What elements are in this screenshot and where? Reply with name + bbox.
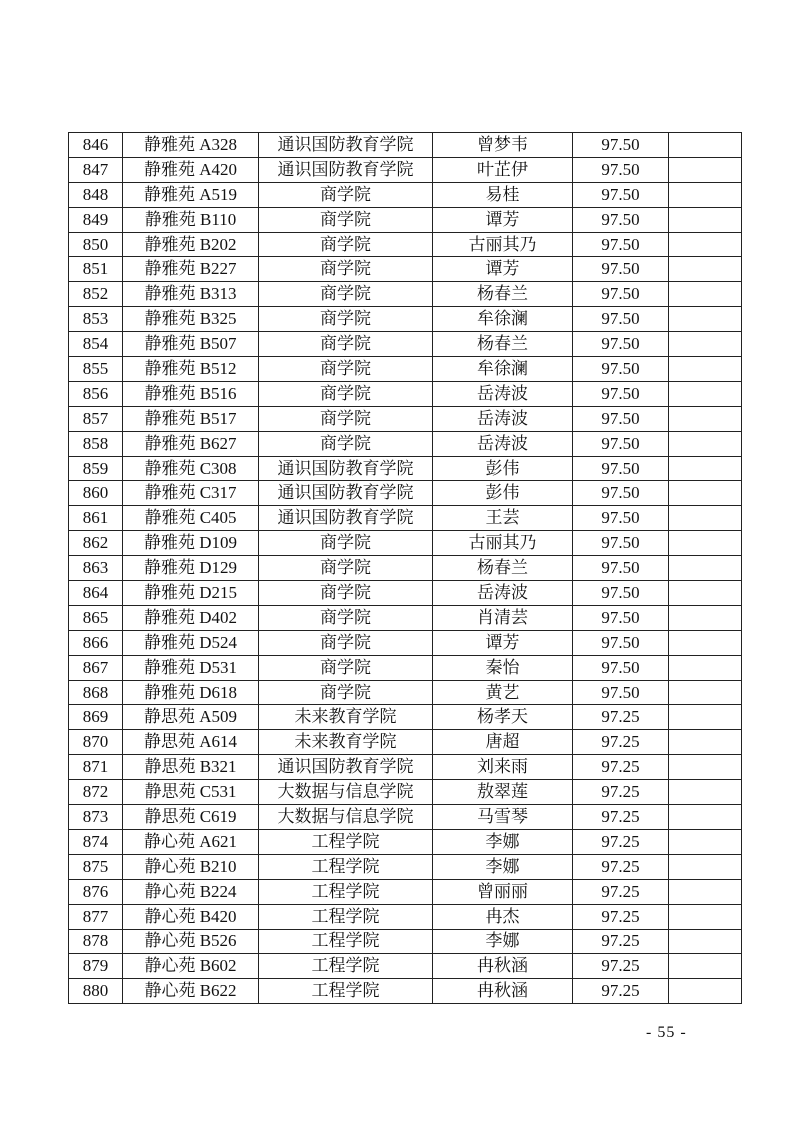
college-cell: 工程学院: [259, 829, 433, 854]
row-number-cell: 871: [69, 755, 123, 780]
row-number-cell: 877: [69, 904, 123, 929]
row-number-cell: 879: [69, 954, 123, 979]
college-cell: 商学院: [259, 680, 433, 705]
table-row: [69, 829, 742, 854]
college-cell: 商学院: [259, 655, 433, 680]
table-row: [69, 904, 742, 929]
college-cell: 未来教育学院: [259, 730, 433, 755]
student-name-cell: 杨春兰: [433, 332, 573, 357]
remarks-cell: [669, 357, 742, 382]
room-cell: 静雅苑 B627: [123, 431, 259, 456]
student-name-cell: 古丽其乃: [433, 232, 573, 257]
row-number-cell: 868: [69, 680, 123, 705]
table-row: [69, 481, 742, 506]
score-cell: 97.50: [573, 232, 669, 257]
score-cell: 97.25: [573, 805, 669, 830]
room-cell: 静雅苑 D129: [123, 556, 259, 581]
row-number-cell: 860: [69, 481, 123, 506]
student-name-cell: 古丽其乃: [433, 531, 573, 556]
score-cell: 97.25: [573, 979, 669, 1004]
score-cell: 97.50: [573, 456, 669, 481]
student-name-cell: 牟徐澜: [433, 307, 573, 332]
student-name-cell: 彭伟: [433, 481, 573, 506]
row-number-cell: 851: [69, 257, 123, 282]
remarks-cell: [669, 680, 742, 705]
remarks-cell: [669, 481, 742, 506]
row-number-cell: 878: [69, 929, 123, 954]
student-name-cell: 唐超: [433, 730, 573, 755]
remarks-cell: [669, 705, 742, 730]
row-number-cell: 872: [69, 780, 123, 805]
student-name-cell: 冉秋涵: [433, 954, 573, 979]
remarks-cell: [669, 605, 742, 630]
student-name-cell: 彭伟: [433, 456, 573, 481]
room-cell: 静雅苑 D402: [123, 605, 259, 630]
table-row: [69, 780, 742, 805]
college-cell: 商学院: [259, 307, 433, 332]
college-cell: 工程学院: [259, 929, 433, 954]
table-row: [69, 605, 742, 630]
row-number-cell: 846: [69, 133, 123, 158]
table-row: [69, 556, 742, 581]
student-name-cell: 叶芷伊: [433, 157, 573, 182]
remarks-cell: [669, 506, 742, 531]
score-cell: 97.50: [573, 630, 669, 655]
room-cell: 静雅苑 B516: [123, 381, 259, 406]
table-row: [69, 431, 742, 456]
room-cell: 静心苑 B420: [123, 904, 259, 929]
table-row: [69, 332, 742, 357]
row-number-cell: 857: [69, 406, 123, 431]
room-cell: 静思苑 B321: [123, 755, 259, 780]
table-row: [69, 755, 742, 780]
row-number-cell: 854: [69, 332, 123, 357]
room-cell: 静雅苑 C308: [123, 456, 259, 481]
student-name-cell: 李娜: [433, 829, 573, 854]
student-name-cell: 岳涛波: [433, 431, 573, 456]
score-cell: 97.50: [573, 133, 669, 158]
remarks-cell: [669, 232, 742, 257]
row-number-cell: 876: [69, 879, 123, 904]
room-cell: 静心苑 B224: [123, 879, 259, 904]
student-name-cell: 牟徐澜: [433, 357, 573, 382]
table-row: [69, 581, 742, 606]
score-cell: 97.50: [573, 556, 669, 581]
room-cell: 静雅苑 D618: [123, 680, 259, 705]
student-name-cell: 曾梦韦: [433, 133, 573, 158]
student-name-cell: 秦怡: [433, 655, 573, 680]
score-cell: 97.25: [573, 879, 669, 904]
dormitory-score-table: [68, 132, 742, 1004]
table-row: [69, 506, 742, 531]
remarks-cell: [669, 829, 742, 854]
college-cell: 通识国防教育学院: [259, 133, 433, 158]
table-row: [69, 954, 742, 979]
score-cell: 97.50: [573, 406, 669, 431]
student-name-cell: 谭芳: [433, 630, 573, 655]
score-cell: 97.50: [573, 332, 669, 357]
college-cell: 工程学院: [259, 879, 433, 904]
score-cell: 97.25: [573, 705, 669, 730]
student-name-cell: 谭芳: [433, 207, 573, 232]
student-name-cell: 杨孝天: [433, 705, 573, 730]
page-number: - 55 -: [646, 1024, 687, 1041]
remarks-cell: [669, 929, 742, 954]
score-cell: 97.50: [573, 431, 669, 456]
score-cell: 97.50: [573, 207, 669, 232]
remarks-cell: [669, 406, 742, 431]
row-number-cell: 861: [69, 506, 123, 531]
room-cell: 静雅苑 C405: [123, 506, 259, 531]
table-row: [69, 307, 742, 332]
score-cell: 97.50: [573, 605, 669, 630]
college-cell: 商学院: [259, 207, 433, 232]
room-cell: 静雅苑 B227: [123, 257, 259, 282]
room-cell: 静雅苑 D109: [123, 531, 259, 556]
college-cell: 工程学院: [259, 954, 433, 979]
row-number-cell: 856: [69, 381, 123, 406]
table-row: [69, 133, 742, 158]
student-name-cell: 杨春兰: [433, 556, 573, 581]
student-name-cell: 王芸: [433, 506, 573, 531]
remarks-cell: [669, 854, 742, 879]
college-cell: 商学院: [259, 257, 433, 282]
room-cell: 静雅苑 D215: [123, 581, 259, 606]
college-cell: 商学院: [259, 232, 433, 257]
remarks-cell: [669, 531, 742, 556]
score-cell: 97.25: [573, 755, 669, 780]
table-row: [69, 929, 742, 954]
remarks-cell: [669, 257, 742, 282]
college-cell: 未来教育学院: [259, 705, 433, 730]
college-cell: 工程学院: [259, 854, 433, 879]
score-cell: 97.50: [573, 157, 669, 182]
room-cell: 静雅苑 C317: [123, 481, 259, 506]
table-row: [69, 805, 742, 830]
score-cell: 97.50: [573, 357, 669, 382]
table-row: [69, 705, 742, 730]
table-row: [69, 730, 742, 755]
row-number-cell: 862: [69, 531, 123, 556]
room-cell: 静心苑 B526: [123, 929, 259, 954]
score-cell: 97.25: [573, 730, 669, 755]
college-cell: 商学院: [259, 282, 433, 307]
remarks-cell: [669, 581, 742, 606]
row-number-cell: 859: [69, 456, 123, 481]
row-number-cell: 867: [69, 655, 123, 680]
row-number-cell: 869: [69, 705, 123, 730]
college-cell: 商学院: [259, 581, 433, 606]
score-cell: 97.50: [573, 655, 669, 680]
room-cell: 静雅苑 B512: [123, 357, 259, 382]
student-name-cell: 易桂: [433, 182, 573, 207]
remarks-cell: [669, 332, 742, 357]
college-cell: 商学院: [259, 332, 433, 357]
score-cell: 97.25: [573, 904, 669, 929]
row-number-cell: 855: [69, 357, 123, 382]
score-cell: 97.50: [573, 481, 669, 506]
room-cell: 静雅苑 D531: [123, 655, 259, 680]
college-cell: 工程学院: [259, 979, 433, 1004]
student-name-cell: 刘来雨: [433, 755, 573, 780]
room-cell: 静心苑 B622: [123, 979, 259, 1004]
row-number-cell: 873: [69, 805, 123, 830]
room-cell: 静雅苑 B517: [123, 406, 259, 431]
room-cell: 静雅苑 B325: [123, 307, 259, 332]
student-name-cell: 岳涛波: [433, 381, 573, 406]
college-cell: 大数据与信息学院: [259, 805, 433, 830]
remarks-cell: [669, 879, 742, 904]
score-cell: 97.50: [573, 381, 669, 406]
remarks-cell: [669, 133, 742, 158]
row-number-cell: 874: [69, 829, 123, 854]
score-cell: 97.50: [573, 182, 669, 207]
student-name-cell: 肖清芸: [433, 605, 573, 630]
table-row: [69, 182, 742, 207]
remarks-cell: [669, 979, 742, 1004]
college-cell: 通识国防教育学院: [259, 481, 433, 506]
score-cell: 97.50: [573, 680, 669, 705]
score-cell: 97.50: [573, 506, 669, 531]
room-cell: 静雅苑 D524: [123, 630, 259, 655]
college-cell: 大数据与信息学院: [259, 780, 433, 805]
remarks-cell: [669, 755, 742, 780]
room-cell: 静雅苑 A420: [123, 157, 259, 182]
room-cell: 静雅苑 A328: [123, 133, 259, 158]
score-cell: 97.25: [573, 954, 669, 979]
room-cell: 静心苑 A621: [123, 829, 259, 854]
room-cell: 静思苑 A614: [123, 730, 259, 755]
row-number-cell: 880: [69, 979, 123, 1004]
score-cell: 97.50: [573, 531, 669, 556]
student-name-cell: 曾丽丽: [433, 879, 573, 904]
row-number-cell: 863: [69, 556, 123, 581]
remarks-cell: [669, 282, 742, 307]
remarks-cell: [669, 182, 742, 207]
college-cell: 工程学院: [259, 904, 433, 929]
room-cell: 静雅苑 B202: [123, 232, 259, 257]
remarks-cell: [669, 780, 742, 805]
remarks-cell: [669, 556, 742, 581]
table-row: [69, 207, 742, 232]
score-cell: 97.50: [573, 581, 669, 606]
student-name-cell: 冉杰: [433, 904, 573, 929]
room-cell: 静心苑 B210: [123, 854, 259, 879]
student-name-cell: 杨春兰: [433, 282, 573, 307]
table-row: [69, 879, 742, 904]
table-row: [69, 381, 742, 406]
row-number-cell: 850: [69, 232, 123, 257]
table-row: [69, 357, 742, 382]
score-cell: 97.50: [573, 307, 669, 332]
college-cell: 商学院: [259, 406, 433, 431]
remarks-cell: [669, 630, 742, 655]
row-number-cell: 870: [69, 730, 123, 755]
college-cell: 通识国防教育学院: [259, 456, 433, 481]
score-cell: 97.25: [573, 780, 669, 805]
remarks-cell: [669, 805, 742, 830]
row-number-cell: 849: [69, 207, 123, 232]
table-row: [69, 680, 742, 705]
score-cell: 97.50: [573, 282, 669, 307]
room-cell: 静雅苑 B507: [123, 332, 259, 357]
remarks-cell: [669, 431, 742, 456]
remarks-cell: [669, 157, 742, 182]
row-number-cell: 866: [69, 630, 123, 655]
score-cell: 97.25: [573, 829, 669, 854]
room-cell: 静雅苑 A519: [123, 182, 259, 207]
college-cell: 通识国防教育学院: [259, 506, 433, 531]
table-row: [69, 157, 742, 182]
room-cell: 静思苑 C619: [123, 805, 259, 830]
remarks-cell: [669, 655, 742, 680]
college-cell: 商学院: [259, 182, 433, 207]
college-cell: 通识国防教育学院: [259, 755, 433, 780]
score-cell: 97.25: [573, 854, 669, 879]
college-cell: 通识国防教育学院: [259, 157, 433, 182]
table-row: [69, 854, 742, 879]
student-name-cell: 敖翠莲: [433, 780, 573, 805]
table-row: [69, 406, 742, 431]
college-cell: 商学院: [259, 381, 433, 406]
score-cell: 97.25: [573, 929, 669, 954]
room-cell: 静雅苑 B110: [123, 207, 259, 232]
student-name-cell: 谭芳: [433, 257, 573, 282]
student-name-cell: 岳涛波: [433, 581, 573, 606]
room-cell: 静心苑 B602: [123, 954, 259, 979]
table-row: [69, 257, 742, 282]
college-cell: 商学院: [259, 357, 433, 382]
college-cell: 商学院: [259, 556, 433, 581]
table-row: [69, 630, 742, 655]
row-number-cell: 864: [69, 581, 123, 606]
table-row: [69, 655, 742, 680]
college-cell: 商学院: [259, 630, 433, 655]
row-number-cell: 852: [69, 282, 123, 307]
student-name-cell: 马雪琴: [433, 805, 573, 830]
table-row: [69, 979, 742, 1004]
remarks-cell: [669, 456, 742, 481]
remarks-cell: [669, 730, 742, 755]
table-row: [69, 456, 742, 481]
student-name-cell: 岳涛波: [433, 406, 573, 431]
table-row: [69, 232, 742, 257]
student-name-cell: 李娜: [433, 929, 573, 954]
remarks-cell: [669, 904, 742, 929]
student-name-cell: 冉秋涵: [433, 979, 573, 1004]
student-name-cell: 黄艺: [433, 680, 573, 705]
remarks-cell: [669, 207, 742, 232]
college-cell: 商学院: [259, 605, 433, 630]
score-cell: 97.50: [573, 257, 669, 282]
row-number-cell: 858: [69, 431, 123, 456]
row-number-cell: 875: [69, 854, 123, 879]
room-cell: 静思苑 C531: [123, 780, 259, 805]
student-name-cell: 李娜: [433, 854, 573, 879]
row-number-cell: 848: [69, 182, 123, 207]
row-number-cell: 865: [69, 605, 123, 630]
room-cell: 静思苑 A509: [123, 705, 259, 730]
table-body: [69, 133, 742, 1004]
remarks-cell: [669, 307, 742, 332]
remarks-cell: [669, 954, 742, 979]
table-row: [69, 531, 742, 556]
college-cell: 商学院: [259, 531, 433, 556]
remarks-cell: [669, 381, 742, 406]
row-number-cell: 853: [69, 307, 123, 332]
room-cell: 静雅苑 B313: [123, 282, 259, 307]
row-number-cell: 847: [69, 157, 123, 182]
college-cell: 商学院: [259, 431, 433, 456]
table-row: [69, 282, 742, 307]
